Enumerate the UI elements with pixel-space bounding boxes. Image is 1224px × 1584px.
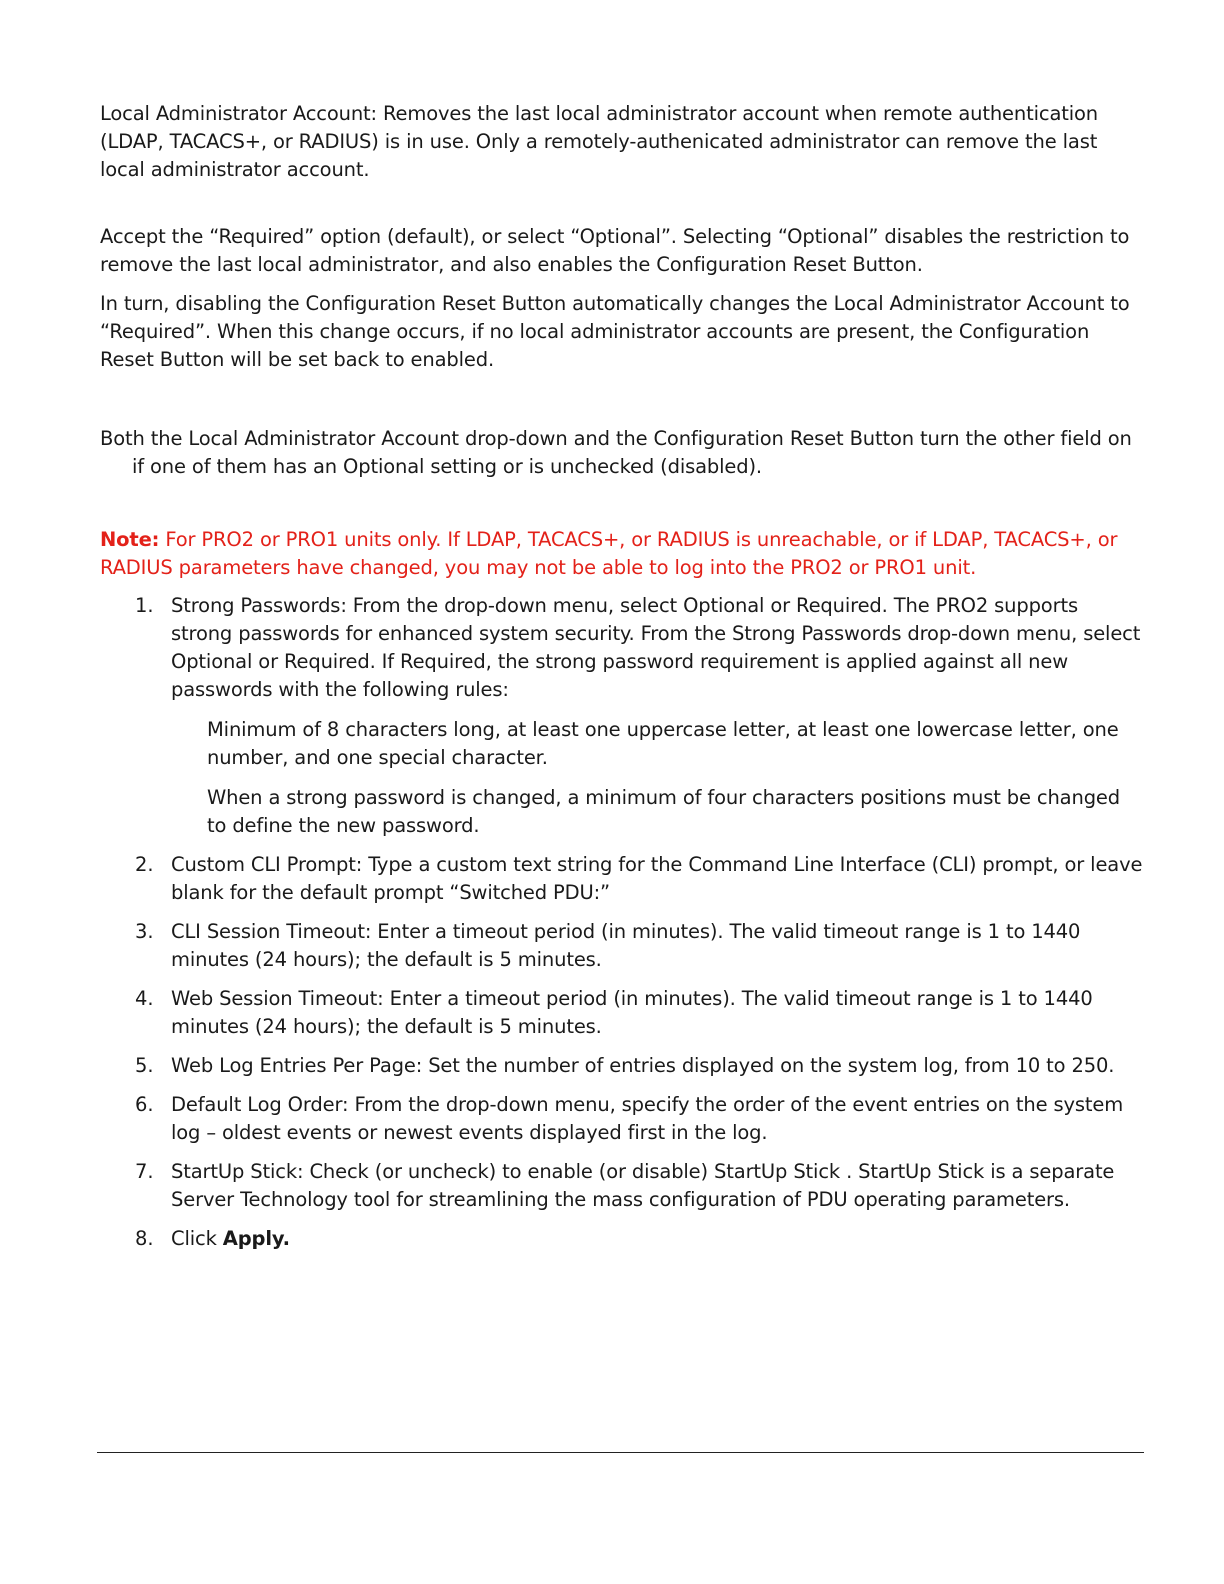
document-page bbox=[100, 100, 1145, 1264]
step-text: Strong Passwords: From the drop-down menu, select Optional or Required. The PRO2 supports strong passwords for enhanced system security. From the Strong Passwords drop-down menu, select Optional or Required. If Required, the strong password requirement is applied against all new passwords with the following rules: bbox=[171, 594, 1141, 701]
note-paragraph bbox=[100, 526, 1145, 582]
step-number: 7. bbox=[135, 1160, 154, 1183]
apply-label: Apply. bbox=[222, 1227, 290, 1250]
step-item bbox=[100, 1225, 1145, 1253]
note-label: Note: bbox=[100, 528, 160, 551]
password-rule-paragraph: Minimum of 8 characters long, at least one uppercase letter, at least one lowercase letter, one number, and one special character. bbox=[207, 718, 1119, 769]
step-text: Custom CLI Prompt: Type a custom text string for the Command Line Interface (CLI) prompt, or leave blank for the default prompt “Switched PDU:” bbox=[171, 853, 1143, 904]
step-number: 5. bbox=[135, 1054, 154, 1077]
steps-list bbox=[100, 592, 1145, 1253]
both-fields-paragraph: Both the Local Administrator Account drop-down and the Configuration Reset Button turn the other field on if one of them has an Optional setting or is unchecked (disabled). bbox=[100, 427, 1132, 478]
step-item bbox=[100, 918, 1145, 974]
click-text: Click bbox=[171, 1227, 223, 1250]
step-number: 8. bbox=[135, 1227, 154, 1250]
step-number: 3. bbox=[135, 920, 154, 943]
footer-divider bbox=[97, 1452, 1144, 1453]
step-item bbox=[100, 592, 1145, 840]
step-number: 6. bbox=[135, 1093, 154, 1116]
step-number: 4. bbox=[135, 987, 154, 1010]
step-number: 2. bbox=[135, 853, 154, 876]
step-text: Default Log Order: From the drop-down menu, specify the order of the event entries on the system log – oldest events or newest events displayed first in the log. bbox=[171, 1093, 1124, 1144]
step-item bbox=[100, 1158, 1145, 1214]
step-text: Web Log Entries Per Page: Set the number of entries displayed on the system log, from 10 to 250. bbox=[171, 1054, 1115, 1077]
step-item bbox=[100, 1091, 1145, 1147]
step-number: 1. bbox=[135, 594, 154, 617]
step-text bbox=[171, 1225, 1145, 1253]
step-item bbox=[100, 985, 1145, 1041]
accept-option-paragraph: Accept the “Required” option (default), or select “Optional”. Selecting “Optional” disables the restriction to remove the last local administrator, and also enables the Configuration Reset Button. bbox=[100, 225, 1130, 276]
password-rule-paragraph: When a strong password is changed, a minimum of four characters positions must be changed to define the new password. bbox=[207, 786, 1120, 837]
step-text: CLI Session Timeout: Enter a timeout period (in minutes). The valid timeout range is 1 to 1440 minutes (24 hours); the default is 5 minutes. bbox=[171, 920, 1081, 971]
step-text: StartUp Stick: Check (or uncheck) to enable (or disable) StartUp Stick . StartUp Stick is a separate Server Technology tool for streamlining the mass configuration of PDU operating parameters. bbox=[171, 1160, 1115, 1211]
in-turn-paragraph: In turn, disabling the Configuration Reset Button automatically changes the Local Administrator Account to “Required”. When this change occurs, if no local administrator accounts are present, the Configuration Reset Button will be set back to enabled. bbox=[100, 292, 1130, 371]
note-text: For PRO2 or PRO1 units only. If LDAP, TACACS+, or RADIUS is unreachable, or if LDAP, TACACS+, or RADIUS parameters have changed, you may not be able to log into the PRO2 or PRO1 unit. bbox=[100, 528, 1118, 579]
step-item bbox=[100, 851, 1145, 907]
local-admin-paragraph: Local Administrator Account: Removes the last local administrator account when remote authentication (LDAP, TACACS+, or RADIUS) is in use. Only a remotely-authenicated administrator can remove the last local administrator account. bbox=[100, 102, 1099, 181]
step-text: Web Session Timeout: Enter a timeout period (in minutes). The valid timeout range is 1 to 1440 minutes (24 hours); the default is 5 minutes. bbox=[171, 987, 1093, 1038]
step-item bbox=[100, 1052, 1145, 1080]
